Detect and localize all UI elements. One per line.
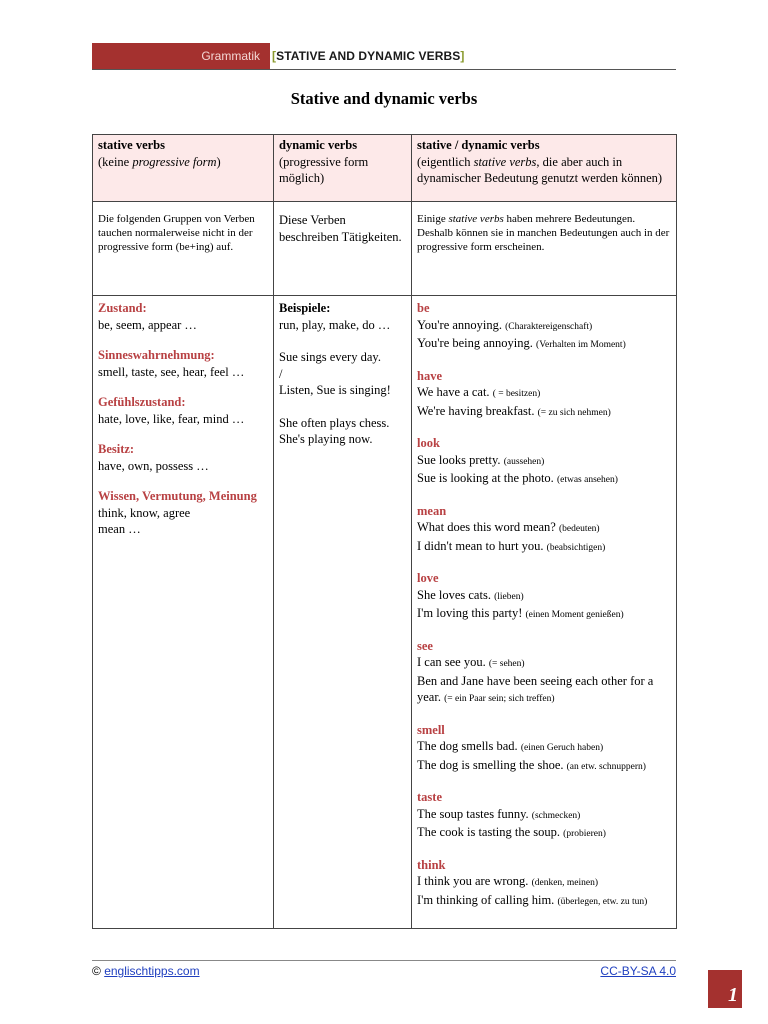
mixed-example-text: I can see you. xyxy=(417,655,486,669)
mixed-verb-entry xyxy=(417,570,671,624)
mixed-verb-entry xyxy=(417,300,671,354)
mixed-verb-entry xyxy=(417,722,671,776)
mixed-example xyxy=(417,605,671,624)
header-cell-mixed xyxy=(412,135,677,202)
mixed-example-note: (denken, meinen) xyxy=(531,878,599,888)
mixed-example-note: (überlegen, etw. zu tun) xyxy=(557,896,648,907)
mixed-example xyxy=(417,452,671,471)
mixed-example xyxy=(417,873,671,892)
stative-group xyxy=(98,441,268,474)
header-stative-sub xyxy=(98,154,268,171)
footer-copyright xyxy=(92,964,200,978)
intro-stative: Die folgenden Gruppen von Verben tauchen normalerweise nicht in der progressive form (be+ing) auf. xyxy=(93,202,274,296)
mixed-verb-entry xyxy=(417,638,671,708)
verbs-table xyxy=(92,134,677,929)
header-title-text: STATIVE AND DYNAMIC VERBS xyxy=(276,49,461,63)
mixed-example-note: (schmecken) xyxy=(531,810,581,821)
mixed-example-text: She loves cats. xyxy=(417,587,491,602)
mixed-verb-entry xyxy=(417,789,671,843)
mixed-example-text: The cook is tasting the soup. xyxy=(417,825,561,839)
mixed-example-text: Sue looks pretty. xyxy=(417,452,501,467)
license-link[interactable]: CC-BY-SA 4.0 xyxy=(600,964,676,978)
mixed-verb-heading: taste xyxy=(417,790,442,804)
mixed-example-note: (einen Moment genießen) xyxy=(525,610,624,620)
table-header-row xyxy=(93,135,677,202)
stative-group xyxy=(98,394,268,427)
header-stative-sub-a: (keine xyxy=(98,154,133,169)
mixed-example xyxy=(417,892,671,911)
header-dynamic-sub: (progressive form möglich) xyxy=(279,154,369,185)
mixed-example xyxy=(417,538,671,557)
header-stative-title: stative verbs xyxy=(98,138,165,152)
mixed-verb-entry xyxy=(417,435,671,489)
mixed-example xyxy=(417,335,671,354)
mixed-verb-heading: see xyxy=(417,638,433,653)
mixed-verb-heading: think xyxy=(417,857,446,872)
spacer xyxy=(279,399,406,415)
mixed-verb-heading: look xyxy=(417,436,440,450)
stative-groups-cell xyxy=(93,296,274,929)
stative-group xyxy=(98,347,268,380)
mixed-example xyxy=(417,738,671,757)
header-stative-sub-b: ) xyxy=(216,154,221,169)
mixed-example xyxy=(417,470,671,489)
mixed-example xyxy=(417,824,671,843)
stative-group-heading: Wissen, Vermutung, Meinung xyxy=(98,489,257,503)
stative-group-verbs: have, own, possess … xyxy=(98,458,209,473)
page-number: 1 xyxy=(728,984,738,1006)
header-dynamic-title: dynamic verbs xyxy=(279,138,358,152)
mixed-example-note: (= zu sich nehmen) xyxy=(537,407,611,418)
mixed-verbs-cell xyxy=(412,296,677,929)
stative-group-heading: Zustand: xyxy=(98,301,147,315)
header-mixed-sub xyxy=(417,154,671,187)
mixed-example-text: I didn't mean to hurt you. xyxy=(417,538,544,553)
intro-mixed xyxy=(412,202,677,296)
mixed-example-note: (Charaktereigenschaft) xyxy=(505,321,593,332)
stative-group-verbs-2: mean … xyxy=(98,522,141,536)
page-number-box xyxy=(708,970,742,1008)
mixed-verb-heading: mean xyxy=(417,503,447,518)
copyright-symbol: © xyxy=(92,964,101,978)
mixed-example-note: (probieren) xyxy=(563,829,606,839)
footer-rule xyxy=(92,960,676,961)
stative-group-verbs: smell, taste, see, hear, feel … xyxy=(98,364,245,379)
mixed-example-note: (lieben) xyxy=(494,591,524,602)
header-mixed-title: stative / dynamic verbs xyxy=(417,138,540,152)
mixed-example-text: Sue is looking at the photo. xyxy=(417,471,554,485)
table-intro-row xyxy=(93,202,677,296)
mixed-example-text: The dog smells bad. xyxy=(417,739,518,753)
mixed-example-note: (Verhalten im Moment) xyxy=(536,340,626,350)
stative-group xyxy=(98,300,268,333)
mixed-example-note: (einen Geruch haben) xyxy=(520,743,604,753)
mixed-example-note: (an etw. schnuppern) xyxy=(566,761,646,772)
header-mixed-sub-italic: stative verbs xyxy=(473,154,537,169)
spacer xyxy=(279,333,406,349)
mixed-example xyxy=(417,654,671,673)
intro-mixed-b: haben mehrere Bedeutungen. Deshalb können sie in manchen Bedeutungen auch in der progressive form erscheinen. xyxy=(417,213,670,253)
header-cell-dynamic xyxy=(274,135,412,202)
mixed-example-text: You're being annoying. xyxy=(417,336,533,350)
document-title: Stative and dynamic verbs xyxy=(290,89,478,108)
intro-mixed-italic: stative verbs xyxy=(448,213,504,225)
header-bracket-close: ] xyxy=(460,49,465,63)
mixed-example xyxy=(417,317,671,336)
intro-mixed-a: Einige xyxy=(417,213,449,225)
header-section-label: Grammatik xyxy=(201,49,260,63)
mixed-verb-heading: have xyxy=(417,368,442,383)
mixed-example xyxy=(417,384,671,403)
mixed-example-text: The soup tastes funny. xyxy=(417,806,529,821)
dynamic-example: She's playing now. xyxy=(279,432,373,446)
mixed-example-text: Ben and Jane have been seeing each other for a year. xyxy=(417,673,654,704)
mixed-example xyxy=(417,673,671,708)
mixed-example-note: (= sehen) xyxy=(488,659,525,669)
mixed-example xyxy=(417,519,671,538)
mixed-example-text: You're annoying. xyxy=(417,317,503,332)
dynamic-example: Listen, Sue is singing! xyxy=(279,383,391,397)
mixed-example xyxy=(417,806,671,825)
header-rule xyxy=(92,69,676,70)
header-mixed-sub-b: , die aber auch in dynamischer Bedeutung genutzt werden können) xyxy=(417,154,663,185)
stative-group-verbs: hate, love, like, fear, mind … xyxy=(98,411,245,426)
mixed-example-note: (bedeuten) xyxy=(558,524,600,534)
mixed-verb-entry xyxy=(417,368,671,422)
mixed-example xyxy=(417,757,671,776)
mixed-example-text: I'm thinking of calling him. xyxy=(417,892,555,907)
mixed-verb-heading: love xyxy=(417,571,439,585)
mixed-example-note: ( = besitzen) xyxy=(492,389,541,399)
dynamic-example: She often plays chess. xyxy=(279,415,390,430)
header-mixed-sub-a: (eigentlich xyxy=(417,154,474,169)
mixed-example-text: I think you are wrong. xyxy=(417,874,529,888)
mixed-example-note: (= ein Paar sein; sich treffen) xyxy=(444,694,555,704)
mixed-example-text: I'm loving this party! xyxy=(417,606,523,620)
dynamic-example: Sue sings every day. xyxy=(279,350,381,364)
stative-group-heading: Gefühlszustand: xyxy=(98,395,186,409)
mixed-example-text: We have a cat. xyxy=(417,385,490,399)
mixed-example-note: (aussehen) xyxy=(503,456,545,467)
mixed-example-text: We're having breakfast. xyxy=(417,403,535,418)
mixed-verb-entry xyxy=(417,857,671,911)
mixed-example-text: What does this word mean? xyxy=(417,520,556,534)
stative-group xyxy=(98,488,268,538)
stative-group-heading: Besitz: xyxy=(98,442,135,456)
intro-dynamic: Diese Verben beschreiben Tätigkeiten. xyxy=(274,202,412,296)
dynamic-heading: Beispiele: xyxy=(279,301,331,315)
mixed-example-note: (etwas ansehen) xyxy=(556,475,618,485)
site-link[interactable]: englischtipps.com xyxy=(104,964,200,978)
stative-group-heading: Sinneswahrnehmung: xyxy=(98,348,215,362)
mixed-verb-entry xyxy=(417,503,671,557)
table-body-row xyxy=(93,296,677,929)
dynamic-examples-cell xyxy=(274,296,412,929)
dynamic-example-separator: / xyxy=(279,366,283,381)
dynamic-verbs: run, play, make, do … xyxy=(279,317,391,332)
mixed-example-text: The dog is smelling the shoe. xyxy=(417,757,564,772)
header-section-bar xyxy=(92,43,270,70)
header-cell-stative xyxy=(93,135,274,202)
stative-group-verbs: be, seem, appear … xyxy=(98,317,197,332)
mixed-example-note: (beabsichtigen) xyxy=(546,542,606,553)
mixed-verb-heading: be xyxy=(417,301,430,315)
stative-group-verbs: think, know, agree xyxy=(98,505,191,520)
header-stative-sub-italic: progressive form xyxy=(132,154,217,169)
mixed-example xyxy=(417,587,671,606)
header-title xyxy=(272,49,465,63)
mixed-verb-heading: smell xyxy=(417,722,445,737)
mixed-example xyxy=(417,403,671,422)
header-bracket-open: [ xyxy=(272,49,277,63)
